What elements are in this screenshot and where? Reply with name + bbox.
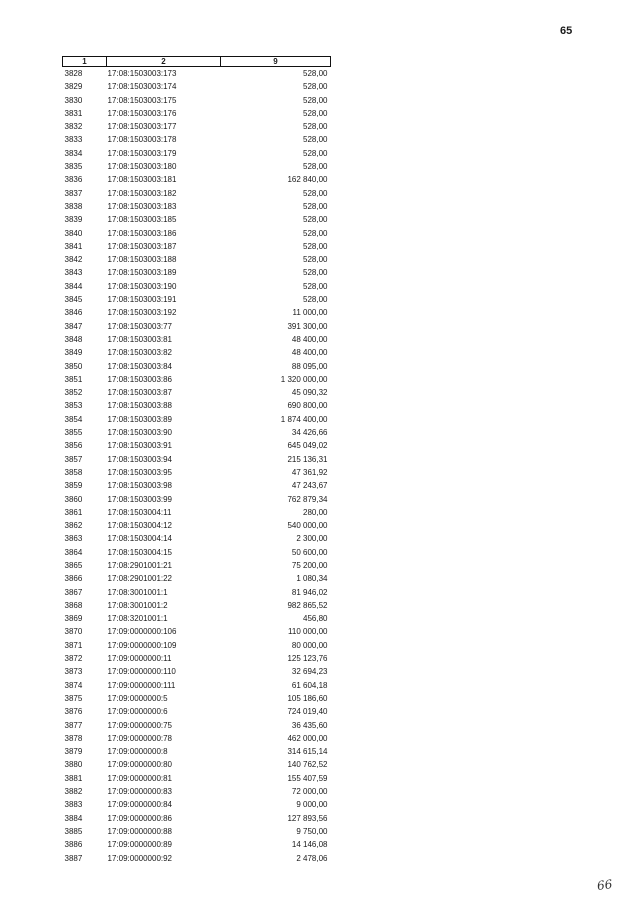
cadastral-value: 528,00 xyxy=(303,188,328,198)
row-number: 3850 xyxy=(64,361,83,371)
cadastral-value: 1 080,34 xyxy=(296,574,328,584)
row-number: 3846 xyxy=(64,308,83,318)
table-row xyxy=(63,306,331,319)
table-row xyxy=(63,360,331,373)
cadastral-value: 48 400,00 xyxy=(291,348,328,358)
cadastral-value: 48 400,00 xyxy=(291,334,328,344)
cadastral-value: 724 019,40 xyxy=(287,707,328,717)
table-row xyxy=(63,519,331,532)
cadastral-value: 45 090,32 xyxy=(291,388,328,398)
table-header xyxy=(63,57,331,67)
cadastral-value: 9 750,00 xyxy=(296,826,328,836)
cadastral-number: 17:09:0000000:92 xyxy=(107,853,173,863)
table-row xyxy=(63,652,331,665)
cadastral-number: 17:08:1503003:186 xyxy=(107,228,177,238)
cadastral-value: 50 600,00 xyxy=(291,547,328,557)
row-number: 3837 xyxy=(64,188,83,198)
cadastral-value: 2 478,06 xyxy=(296,853,328,863)
cadastral-number: 17:08:1503003:81 xyxy=(107,334,173,344)
column-header-9: 9 xyxy=(221,57,331,67)
row-number: 3829 xyxy=(64,82,83,92)
cadastral-value: 982 865,52 xyxy=(287,600,328,610)
row-number: 3883 xyxy=(64,800,83,810)
cadastral-value: 528,00 xyxy=(303,148,328,158)
row-number: 3844 xyxy=(64,281,83,291)
cadastral-number: 17:09:0000000:110 xyxy=(107,667,176,677)
cadastral-number: 17:08:1503003:189 xyxy=(107,268,177,278)
cadastral-number: 17:08:1503003:180 xyxy=(107,162,177,172)
cadastral-value: 762 879,34 xyxy=(287,494,328,504)
row-number: 3843 xyxy=(64,268,83,278)
cadastral-value: 528,00 xyxy=(303,255,328,265)
cadastral-number: 17:09:0000000:11 xyxy=(107,654,172,664)
cadastral-value: 61 604,18 xyxy=(291,680,328,690)
cadastral-value: 140 762,52 xyxy=(287,760,328,770)
cadastral-value: 105 186,60 xyxy=(287,693,328,703)
row-number: 3873 xyxy=(64,667,83,677)
table-row xyxy=(63,439,331,452)
row-number: 3834 xyxy=(64,148,83,158)
cadastral-number: 17:08:2901001:22 xyxy=(107,574,173,584)
cadastral-number: 17:08:1503004:11 xyxy=(107,507,172,517)
table-row xyxy=(63,320,331,333)
cadastral-number: 17:08:1503003:178 xyxy=(107,135,177,145)
row-number: 3881 xyxy=(64,773,83,783)
cadastral-value: 528,00 xyxy=(303,108,328,118)
row-number: 3858 xyxy=(64,467,83,477)
table-row xyxy=(63,413,331,426)
cadastral-number: 17:08:1503003:90 xyxy=(107,428,173,438)
cadastral-number: 17:08:1503003:99 xyxy=(107,494,173,504)
cadastral-number: 17:08:1503003:181 xyxy=(107,175,177,185)
cadastral-number: 17:09:0000000:86 xyxy=(107,813,173,823)
row-number: 3840 xyxy=(64,228,83,238)
table-row xyxy=(63,67,331,81)
table-row xyxy=(63,466,331,479)
cadastral-number: 17:08:3001001:2 xyxy=(107,600,168,610)
cadastral-number: 17:08:1503003:88 xyxy=(107,401,173,411)
registry-table xyxy=(62,56,331,865)
cadastral-number: 17:08:3201001:1 xyxy=(107,614,168,624)
cadastral-value: 391 300,00 xyxy=(287,321,328,331)
cadastral-value: 155 407,59 xyxy=(287,773,328,783)
table-row xyxy=(63,493,331,506)
table-row xyxy=(63,719,331,732)
cadastral-value: 456,80 xyxy=(303,614,328,624)
row-number: 3849 xyxy=(64,348,83,358)
cadastral-value: 314 615,14 xyxy=(287,747,328,757)
table-row xyxy=(63,772,331,785)
table-row xyxy=(63,280,331,293)
cadastral-number: 17:08:1503003:179 xyxy=(107,148,177,158)
cadastral-value: 540 000,00 xyxy=(287,521,328,531)
table-row xyxy=(63,506,331,519)
row-number: 3841 xyxy=(64,241,83,251)
table-row xyxy=(63,532,331,545)
cadastral-number: 17:09:0000000:89 xyxy=(107,840,173,850)
table-row xyxy=(63,373,331,386)
row-number: 3884 xyxy=(64,813,83,823)
table-row xyxy=(63,798,331,811)
row-number: 3833 xyxy=(64,135,83,145)
cadastral-number: 17:08:1503004:12 xyxy=(107,521,173,531)
row-number: 3862 xyxy=(64,521,83,531)
cadastral-number: 17:08:1503003:176 xyxy=(107,108,177,118)
row-number: 3867 xyxy=(64,587,83,597)
column-header-2: 2 xyxy=(107,57,221,67)
cadastral-number: 17:09:0000000:75 xyxy=(107,720,173,730)
row-number: 3836 xyxy=(64,175,83,185)
cadastral-value: 127 893,56 xyxy=(287,813,328,823)
cadastral-number: 17:09:0000000:109 xyxy=(107,640,177,650)
cadastral-number: 17:08:1503003:175 xyxy=(107,95,177,105)
cadastral-value: 528,00 xyxy=(303,82,328,92)
table-row xyxy=(63,227,331,240)
row-number: 3835 xyxy=(64,162,83,172)
cadastral-value: 528,00 xyxy=(303,69,328,78)
table-row xyxy=(63,838,331,851)
table-row xyxy=(63,147,331,160)
cadastral-number: 17:08:2901001:21 xyxy=(107,560,173,570)
table-row xyxy=(63,825,331,838)
cadastral-value: 34 426,66 xyxy=(291,428,328,438)
table-row xyxy=(63,705,331,718)
cadastral-number: 17:08:1503003:91 xyxy=(107,441,173,451)
table-row xyxy=(63,333,331,346)
cadastral-value: 528,00 xyxy=(303,268,328,278)
table-row xyxy=(63,94,331,107)
cadastral-value: 528,00 xyxy=(303,135,328,145)
cadastral-value: 1 320 000,00 xyxy=(280,374,328,384)
row-number: 3874 xyxy=(64,680,83,690)
row-number: 3866 xyxy=(64,574,83,584)
table-row xyxy=(63,665,331,678)
row-number: 3848 xyxy=(64,334,83,344)
row-number: 3832 xyxy=(64,122,83,132)
cadastral-value: 110 000,00 xyxy=(288,627,328,637)
table-row xyxy=(63,200,331,213)
cadastral-number: 17:08:1503004:14 xyxy=(107,534,173,544)
cadastral-value: 1 874 400,00 xyxy=(280,414,328,424)
cadastral-value: 162 840,00 xyxy=(287,175,328,185)
cadastral-value: 14 146,08 xyxy=(291,840,328,850)
table-body xyxy=(63,67,331,865)
cadastral-number: 17:08:1503003:89 xyxy=(107,414,173,424)
row-number: 3879 xyxy=(64,747,83,757)
row-number: 3856 xyxy=(64,441,83,451)
row-number: 3863 xyxy=(64,534,83,544)
cadastral-number: 17:08:1503003:177 xyxy=(107,122,177,132)
row-number: 3853 xyxy=(64,401,83,411)
row-number: 3877 xyxy=(64,720,83,730)
cadastral-number: 17:09:0000000:111 xyxy=(107,680,176,690)
table-row xyxy=(63,346,331,359)
table-row xyxy=(63,253,331,266)
cadastral-number: 17:08:1503003:77 xyxy=(107,321,173,331)
row-number: 3854 xyxy=(64,414,83,424)
row-number: 3845 xyxy=(64,295,83,305)
cadastral-number: 17:08:1503003:86 xyxy=(107,374,173,384)
table-row xyxy=(63,187,331,200)
table-row xyxy=(63,599,331,612)
table-row xyxy=(63,120,331,133)
table-row xyxy=(63,586,331,599)
row-number: 3831 xyxy=(64,108,83,118)
table-row xyxy=(63,266,331,279)
row-number: 3871 xyxy=(64,640,83,650)
table-row xyxy=(63,852,331,865)
row-number: 3838 xyxy=(64,201,83,211)
cadastral-number: 17:08:1503003:87 xyxy=(107,388,173,398)
cadastral-number: 17:09:0000000:88 xyxy=(107,826,173,836)
cadastral-value: 88 095,00 xyxy=(291,361,328,371)
cadastral-value: 528,00 xyxy=(303,215,328,225)
cadastral-value: 47 243,67 xyxy=(291,481,328,491)
row-number: 3870 xyxy=(64,627,83,637)
cadastral-value: 80 000,00 xyxy=(291,640,328,650)
cadastral-number: 17:08:1503003:174 xyxy=(107,82,177,92)
row-number: 3839 xyxy=(64,215,83,225)
row-number: 3876 xyxy=(64,707,83,717)
table-row xyxy=(63,213,331,226)
cadastral-value: 72 000,00 xyxy=(291,787,328,797)
cadastral-number: 17:08:1503004:15 xyxy=(107,547,173,557)
cadastral-number: 17:08:1503003:98 xyxy=(107,481,173,491)
handwritten-page-mark: 66 xyxy=(596,877,614,893)
cadastral-number: 17:08:1503003:185 xyxy=(107,215,177,225)
row-number: 3882 xyxy=(64,787,83,797)
cadastral-number: 17:08:1503003:182 xyxy=(107,188,177,198)
table-row xyxy=(63,612,331,625)
table-row xyxy=(63,785,331,798)
row-number: 3885 xyxy=(64,826,83,836)
table-row xyxy=(63,80,331,93)
table-row xyxy=(63,173,331,186)
cadastral-value: 690 800,00 xyxy=(287,401,328,411)
cadastral-number: 17:09:0000000:80 xyxy=(107,760,173,770)
row-number: 3851 xyxy=(64,374,83,384)
row-number: 3880 xyxy=(64,760,83,770)
cadastral-value: 125 123,76 xyxy=(287,654,328,664)
table-row xyxy=(63,107,331,120)
cadastral-value: 81 946,02 xyxy=(291,587,328,597)
cadastral-value: 528,00 xyxy=(303,281,328,291)
cadastral-value: 528,00 xyxy=(303,122,328,132)
row-number: 3859 xyxy=(64,481,83,491)
cadastral-value: 528,00 xyxy=(303,201,328,211)
row-number: 3872 xyxy=(64,654,83,664)
row-number: 3860 xyxy=(64,494,83,504)
table-row xyxy=(63,386,331,399)
page-number: 65 xyxy=(560,25,573,37)
cadastral-number: 17:09:0000000:6 xyxy=(107,707,168,717)
cadastral-number: 17:08:1503003:192 xyxy=(107,308,177,318)
cadastral-number: 17:08:1503003:190 xyxy=(107,281,177,291)
cadastral-number: 17:08:1503003:188 xyxy=(107,255,177,265)
cadastral-value: 9 000,00 xyxy=(296,800,328,810)
row-number: 3875 xyxy=(64,693,83,703)
cadastral-number: 17:09:0000000:78 xyxy=(107,733,173,743)
cadastral-number: 17:08:1503003:183 xyxy=(107,201,177,211)
table-row xyxy=(63,399,331,412)
cadastral-value: 528,00 xyxy=(303,241,328,251)
cadastral-value: 462 000,00 xyxy=(287,733,328,743)
cadastral-value: 528,00 xyxy=(303,95,328,105)
table-row xyxy=(63,453,331,466)
row-number: 3842 xyxy=(64,255,83,265)
row-number: 3852 xyxy=(64,388,83,398)
cadastral-number: 17:08:1503003:94 xyxy=(107,454,173,464)
row-number: 3886 xyxy=(64,840,83,850)
cadastral-value: 2 300,00 xyxy=(296,534,328,544)
row-number: 3855 xyxy=(64,428,83,438)
table-row xyxy=(63,293,331,306)
cadastral-number: 17:08:1503003:191 xyxy=(107,295,177,305)
cadastral-value: 280,00 xyxy=(303,507,328,517)
cadastral-number: 17:09:0000000:8 xyxy=(107,747,168,757)
row-number: 3864 xyxy=(64,547,83,557)
cadastral-value: 528,00 xyxy=(303,228,328,238)
cadastral-number: 17:09:0000000:84 xyxy=(107,800,173,810)
table-row xyxy=(63,679,331,692)
cadastral-value: 32 694,23 xyxy=(291,667,328,677)
row-number: 3865 xyxy=(64,560,83,570)
table-row xyxy=(63,546,331,559)
table-row xyxy=(63,240,331,253)
row-number: 3868 xyxy=(64,600,83,610)
table-row xyxy=(63,745,331,758)
cadastral-value: 645 049,02 xyxy=(287,441,328,451)
cadastral-number: 17:08:1503003:84 xyxy=(107,361,173,371)
row-number: 3878 xyxy=(64,733,83,743)
table-row xyxy=(63,160,331,173)
cadastral-value: 215 136,31 xyxy=(287,454,328,464)
cadastral-value: 528,00 xyxy=(303,295,328,305)
table-row xyxy=(63,639,331,652)
table-row xyxy=(63,133,331,146)
cadastral-number: 17:09:0000000:83 xyxy=(107,787,173,797)
table-header-row xyxy=(63,57,331,67)
cadastral-value: 528,00 xyxy=(303,162,328,172)
row-number: 3857 xyxy=(64,454,83,464)
cadastral-value: 11 000,00 xyxy=(292,308,328,318)
column-header-1: 1 xyxy=(63,57,107,67)
cadastral-value: 36 435,60 xyxy=(291,720,328,730)
cadastral-number: 17:08:1503003:187 xyxy=(107,241,177,251)
cadastral-number: 17:09:0000000:5 xyxy=(107,693,168,703)
table-row xyxy=(63,426,331,439)
row-number: 3828 xyxy=(64,69,83,78)
row-number: 3830 xyxy=(64,95,83,105)
table-row xyxy=(63,479,331,492)
table-row xyxy=(63,812,331,825)
table-row xyxy=(63,559,331,572)
cadastral-number: 17:08:1503003:82 xyxy=(107,348,173,358)
cadastral-number: 17:09:0000000:106 xyxy=(107,627,177,637)
table-row xyxy=(63,572,331,585)
row-number: 3861 xyxy=(64,507,83,517)
cadastral-value: 75 200,00 xyxy=(291,560,328,570)
cadastral-number: 17:08:1503003:173 xyxy=(107,69,177,78)
table-row xyxy=(63,758,331,771)
cadastral-number: 17:09:0000000:81 xyxy=(107,773,173,783)
table-row xyxy=(63,732,331,745)
table-row xyxy=(63,692,331,705)
row-number: 3869 xyxy=(64,614,83,624)
row-number: 3887 xyxy=(64,853,83,863)
cadastral-number: 17:08:3001001:1 xyxy=(107,587,168,597)
cadastral-value: 47 361,92 xyxy=(291,467,328,477)
cadastral-number: 17:08:1503003:95 xyxy=(107,467,173,477)
table-row xyxy=(63,625,331,638)
row-number: 3847 xyxy=(64,321,83,331)
